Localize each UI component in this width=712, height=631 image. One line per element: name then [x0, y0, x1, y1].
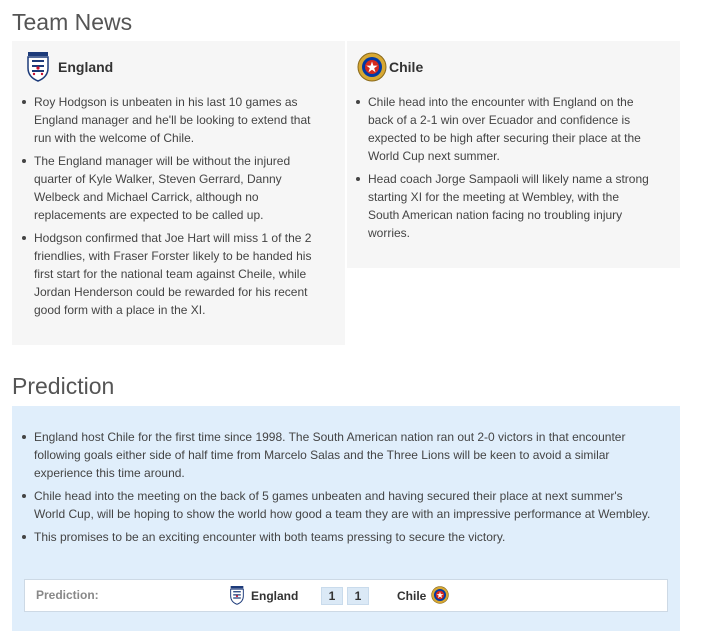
- chile-federation-crest-icon: [357, 52, 383, 82]
- prediction-away-team-name: Chile: [397, 588, 427, 603]
- england-team-news-box: [12, 41, 345, 345]
- list-item: Roy Hodgson is unbeaten in his last 10 games as England manager and he'll be looking to extend that run with the welcome of Chile.: [34, 93, 326, 147]
- chile-team-header: [357, 52, 423, 82]
- england-three-lions-crest-icon: [26, 52, 52, 82]
- list-item: Hodgson confirmed that Joe Hart will miss 1 of the 2 friendlies, with Fraser Forster likely to be handed his first start for the national team against Cheile, while Jordan Henderson could be rewarded for his recent good form with a place in the XI.: [34, 229, 326, 319]
- list-item: The England manager will be without the injured quarter of Kyle Walker, Steven Gerrard, Danny Welbeck and Michael Carrick, although no replacements are expected to be called up.: [34, 152, 326, 224]
- england-team-header: [26, 52, 113, 82]
- england-news-list: [12, 93, 326, 324]
- england-three-lions-crest-icon: [229, 586, 245, 605]
- prediction-home-team-name: England: [251, 588, 299, 603]
- prediction-away-team: [397, 586, 447, 605]
- list-item: Head coach Jorge Sampaoli will likely name a strong starting XI for the meeting at Wembley, with the South American nation facing no troubling injury worries.: [368, 170, 653, 242]
- chile-team-name: Chile: [389, 59, 424, 75]
- list-item: This promises to be an exciting encounter with both teams pressing to secure the victory.: [34, 528, 654, 546]
- prediction-label: Prediction:: [36, 588, 99, 602]
- prediction-box: [12, 406, 680, 631]
- prediction-home-team: [229, 586, 298, 605]
- prediction-home-score: 1: [321, 587, 343, 605]
- list-item: England host Chile for the first time since 1998. The South American nation ran out 2-0 victors in that encounter following goals either side of half time from Marcelo Salas and the Three Lions will be keen to avoid a similar experience this time around.: [34, 428, 654, 482]
- list-item: Chile head into the encounter with England on the back of a 2-1 win over Ecuador and confidence is expected to be high after securing their place at the World Cup next summer.: [368, 93, 653, 165]
- prediction-away-score: 1: [347, 587, 369, 605]
- team-news-heading: Team News: [12, 9, 133, 35]
- prediction-heading: Prediction: [12, 373, 115, 399]
- prediction-scoreline-bar: [24, 579, 668, 612]
- chile-team-news-box: [347, 41, 680, 268]
- prediction-list: [12, 428, 654, 551]
- chile-news-list: [347, 93, 653, 247]
- chile-federation-crest-icon: [431, 586, 447, 605]
- england-team-name: England: [58, 59, 114, 75]
- list-item: Chile head into the meeting on the back of 5 games unbeaten and having secured their place at next summer's World Cup, will be hoping to show the world how good a team they are with an impressive performance at Wembley.: [34, 487, 654, 523]
